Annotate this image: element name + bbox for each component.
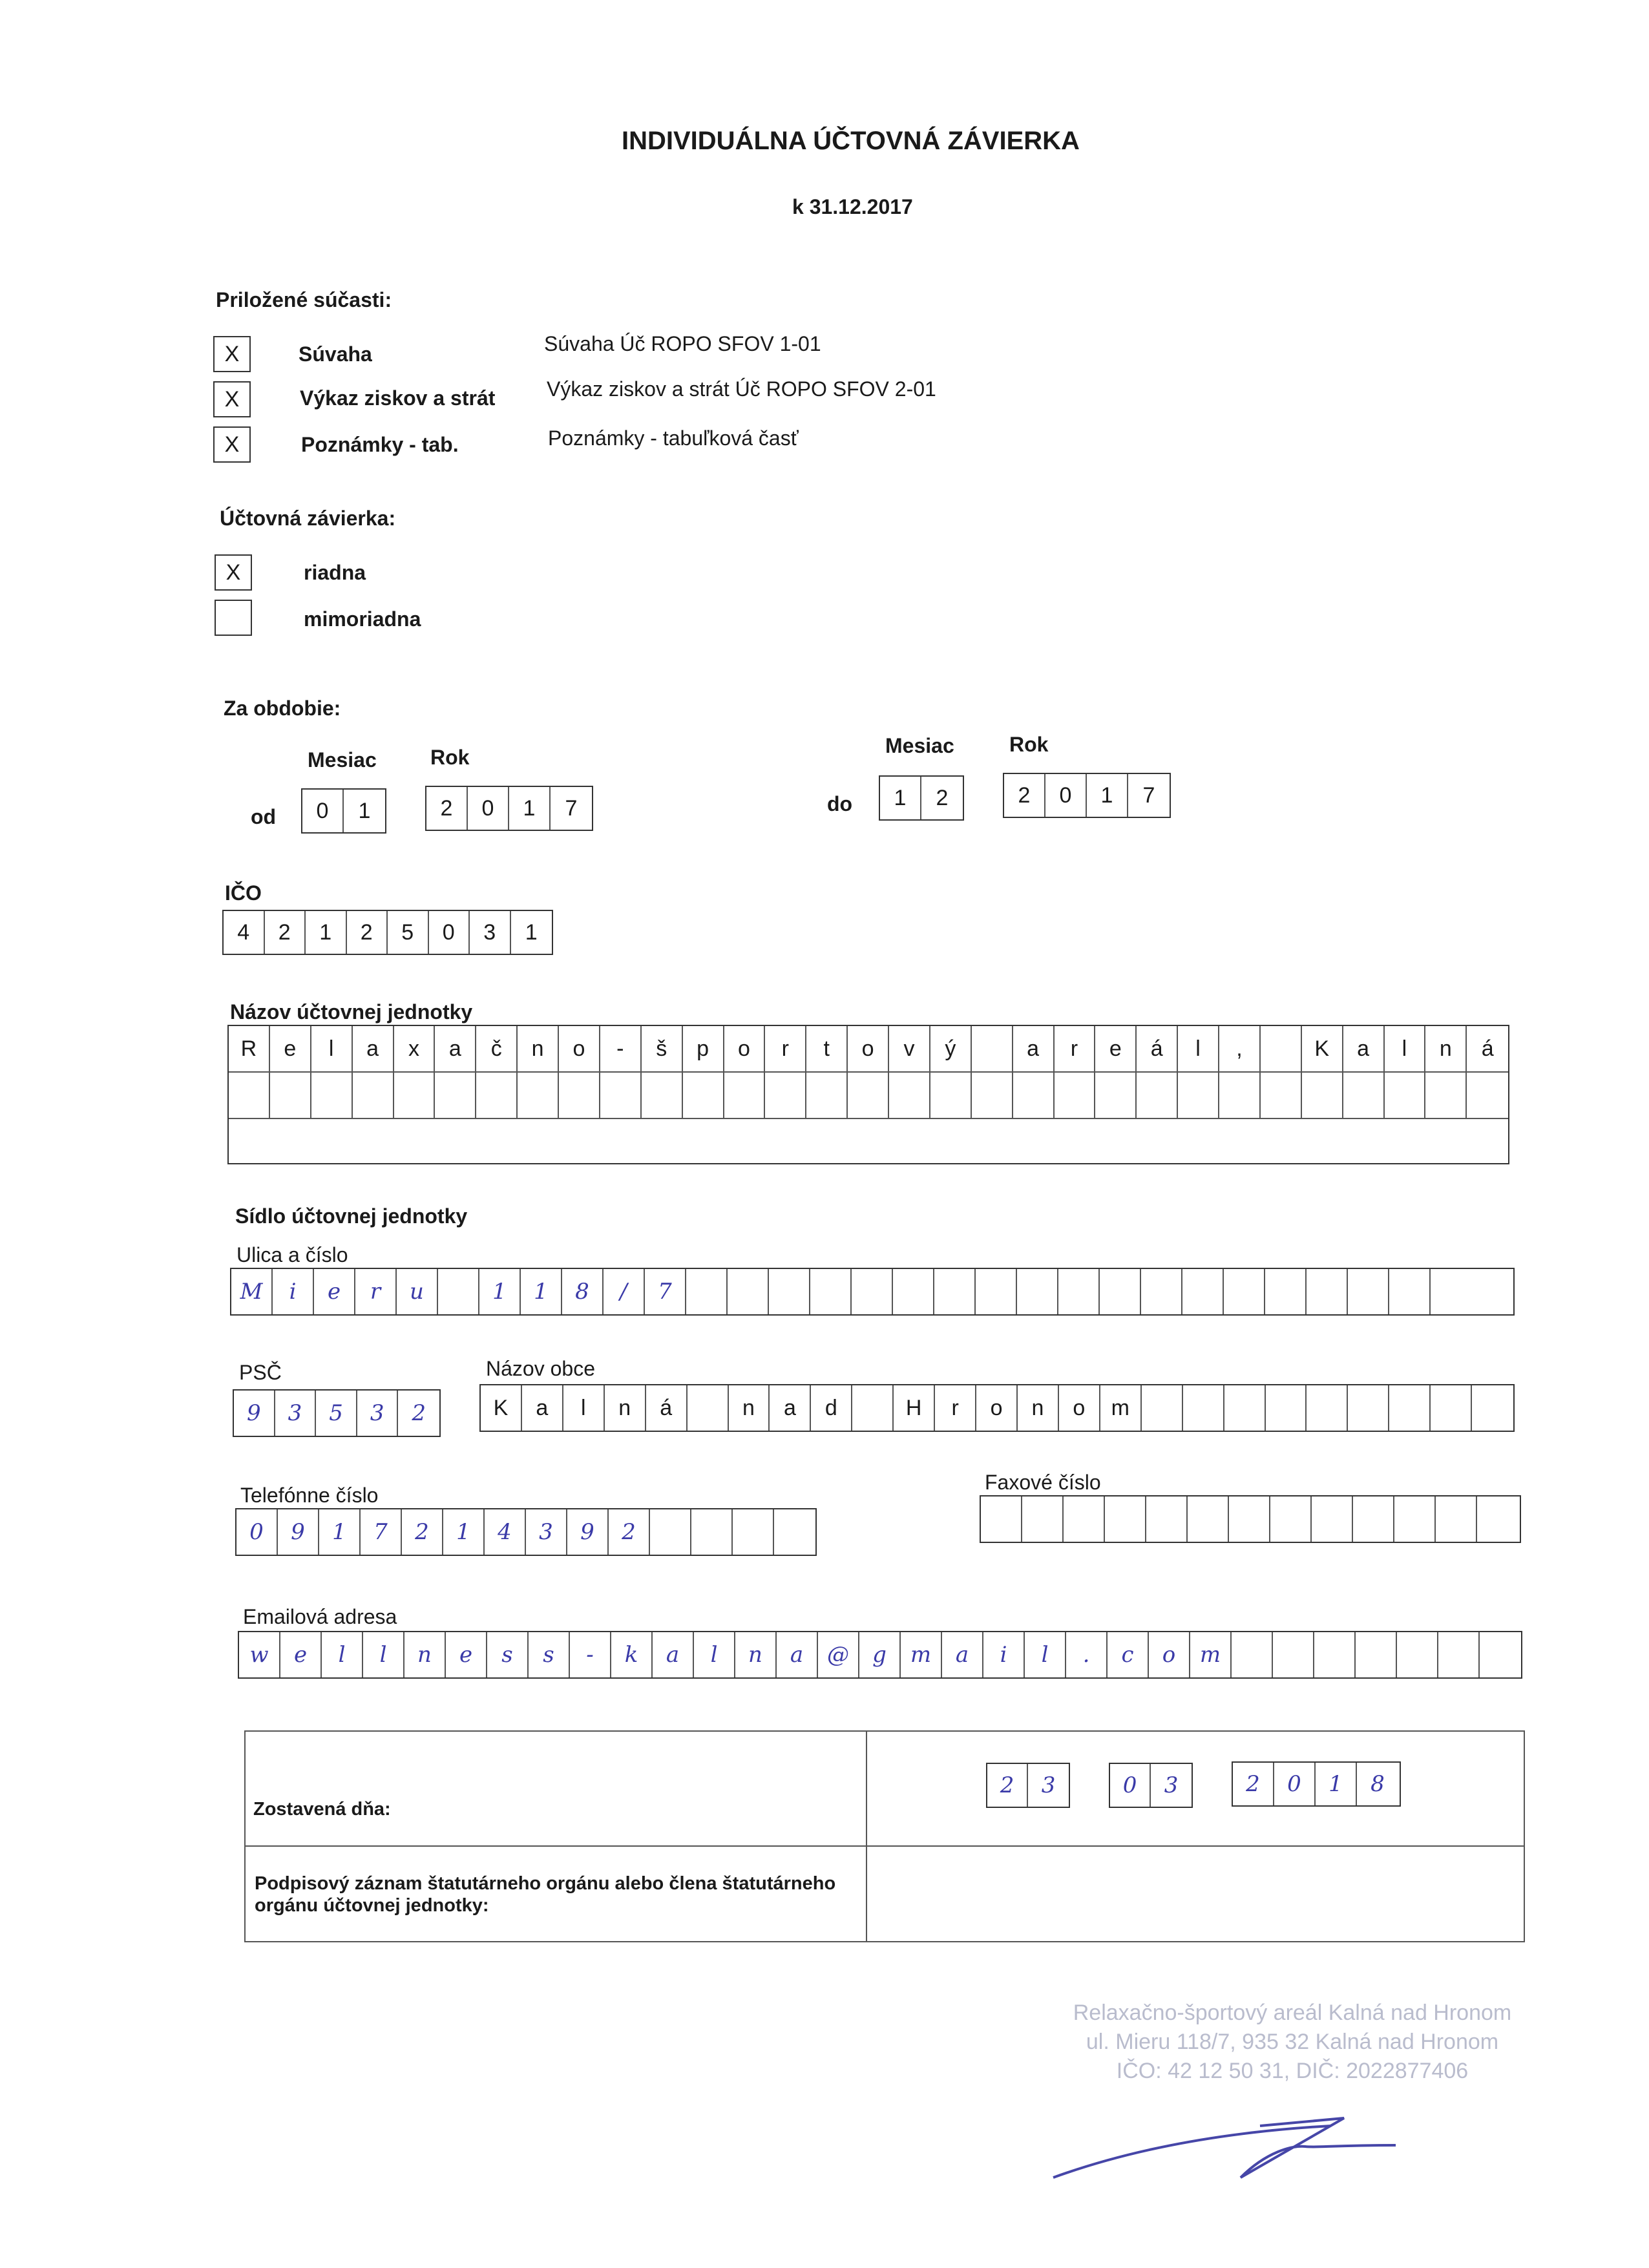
digit-box: 2 — [412, 1400, 426, 1426]
char-box: m — [1100, 1385, 1142, 1431]
from-year-boxes[interactable] — [425, 786, 593, 831]
char-box: r — [765, 1026, 806, 1071]
attachments-heading: Priložené súčasti: — [216, 288, 392, 311]
phone-boxes[interactable] — [235, 1508, 817, 1556]
digit-box: 2 — [609, 1509, 650, 1555]
digit-box: 0 — [302, 790, 344, 832]
char-box: t — [806, 1026, 848, 1071]
char-box: 1 — [521, 1269, 562, 1314]
digit-box: 0 — [468, 787, 509, 830]
char-box: á — [1137, 1026, 1178, 1071]
digit-box: 1 — [358, 798, 371, 823]
handwritten-signature — [1047, 2100, 1409, 2197]
char-box: r — [355, 1269, 397, 1314]
char-box: p — [683, 1026, 724, 1071]
digit-box: 3 — [357, 1391, 399, 1436]
char-box: o — [1059, 1385, 1100, 1431]
ico-label: IČO — [225, 881, 262, 905]
digit-box: 3 — [526, 1509, 567, 1555]
char-box: š — [642, 1026, 683, 1071]
signature-table — [244, 1730, 1525, 1942]
char-box: i — [983, 1632, 1025, 1677]
label-vykaz: Výkaz ziskov a strát — [300, 386, 496, 410]
digit-box: 2 — [347, 911, 388, 954]
char-box: n — [605, 1385, 646, 1431]
char-box: o — [559, 1026, 600, 1071]
char-box: M — [231, 1269, 273, 1314]
compiled-year-boxes[interactable] — [1232, 1761, 1401, 1807]
digit-box: 3 — [470, 911, 511, 954]
from-label: od — [251, 805, 277, 828]
street-label: Ulica a číslo — [236, 1243, 348, 1266]
char-box: a — [777, 1632, 818, 1677]
char-box: ý — [930, 1026, 972, 1071]
checkbox-vykaz[interactable]: X — [213, 381, 251, 417]
label-poznamky: Poznámky - tab. — [301, 433, 459, 456]
char-box: 7 — [645, 1269, 686, 1314]
digit-box: 9 — [567, 1509, 609, 1555]
char-box: á — [646, 1385, 688, 1431]
char-box: x — [394, 1026, 436, 1071]
char-box: o — [1149, 1632, 1190, 1677]
label-riadna: riadna — [304, 561, 366, 584]
entity-name-label: Názov účtovnej jednotky — [230, 1000, 473, 1024]
city-label: Názov obce — [486, 1357, 595, 1380]
street-boxes[interactable] — [230, 1268, 1515, 1316]
label-suvaha: Súvaha — [299, 342, 372, 366]
period-heading: Za obdobie: — [224, 697, 341, 720]
char-box: l — [311, 1026, 353, 1071]
char-box: a — [770, 1385, 811, 1431]
char-box — [688, 1385, 729, 1431]
char-box: č — [476, 1026, 518, 1071]
char-box: K — [1302, 1026, 1343, 1071]
stamp-line-3: IČO: 42 12 50 31, DIČ: 2022877406 — [1116, 2059, 1469, 2083]
char-box: l — [563, 1385, 605, 1431]
char-box: o — [848, 1026, 889, 1071]
digit-box: 9 — [278, 1509, 319, 1555]
phone-label: Telefónne číslo — [240, 1484, 379, 1507]
char-box: á — [1481, 1036, 1494, 1061]
to-year-boxes[interactable] — [1003, 773, 1171, 818]
email-label: Emailová adresa — [243, 1605, 397, 1628]
stamp-line-1: Relaxačno-športový areál Kalná nad Hronom — [1073, 2000, 1512, 2025]
char-box: m — [901, 1632, 942, 1677]
city-boxes[interactable] — [479, 1384, 1515, 1432]
char-box: a — [353, 1026, 394, 1071]
char-box: n — [735, 1632, 777, 1677]
char-box: n — [404, 1632, 446, 1677]
char-box: c — [1108, 1632, 1149, 1677]
company-stamp — [1047, 2000, 1538, 2084]
fax-boxes[interactable] — [980, 1495, 1521, 1543]
document-date: k 31.12.2017 — [792, 195, 913, 218]
char-box: R — [229, 1026, 270, 1071]
char-box: e — [314, 1269, 355, 1314]
char-box: , — [1219, 1026, 1261, 1071]
char-box — [852, 1385, 894, 1431]
char-box: K — [481, 1385, 522, 1431]
digit-box: 2 — [402, 1509, 443, 1555]
to-month-label: Mesiac — [885, 734, 954, 757]
digit-box: 3 — [1041, 1772, 1056, 1798]
table-divider-horizontal — [246, 1845, 1524, 1847]
char-box: - — [600, 1026, 642, 1071]
char-box: u — [397, 1269, 438, 1314]
char-box: v — [889, 1026, 930, 1071]
digit-box: 1 — [1087, 774, 1128, 817]
char-box: d — [811, 1385, 852, 1431]
digit-box: 4 — [485, 1509, 526, 1555]
seat-heading: Sídlo účtovnej jednotky — [235, 1204, 468, 1228]
from-year-label: Rok — [430, 746, 470, 769]
char-box: m — [1190, 1632, 1232, 1677]
document-title: INDIVIDUÁLNA ÚČTOVNÁ ZÁVIERKA — [622, 127, 1080, 155]
digit-box: 1 — [443, 1509, 485, 1555]
char-box: l — [322, 1632, 363, 1677]
char-box: w — [239, 1632, 280, 1677]
char-box: / — [604, 1269, 645, 1314]
from-month-boxes[interactable] — [301, 788, 386, 834]
digit-box: 1 — [509, 787, 551, 830]
char-box: l — [1178, 1026, 1219, 1071]
digit-box: 2 — [987, 1764, 1028, 1807]
checkbox-suvaha[interactable]: X — [213, 336, 251, 372]
desc-suvaha: Súvaha Úč ROPO SFOV 1-01 — [544, 332, 821, 355]
char-box: e — [1095, 1026, 1137, 1071]
to-label: do — [827, 792, 853, 815]
psc-label: PSČ — [239, 1361, 282, 1384]
compiled-month-boxes[interactable] — [1109, 1763, 1193, 1808]
entity-name-row — [229, 1026, 1508, 1073]
char-box: n — [518, 1026, 559, 1071]
fax-label: Faxové číslo — [985, 1471, 1101, 1494]
char-box: a — [1343, 1026, 1385, 1071]
from-month-label: Mesiac — [308, 748, 377, 772]
char-box — [1261, 1026, 1302, 1071]
char-box: n — [1018, 1385, 1059, 1431]
table-divider-vertical — [866, 1732, 867, 1941]
char-box: r — [935, 1385, 976, 1431]
compiled-day-boxes[interactable] — [986, 1763, 1070, 1808]
entity-name-row-empty — [229, 1073, 1508, 1119]
digit-box: 0 — [1110, 1764, 1151, 1807]
digit-box: 2 — [1233, 1763, 1274, 1805]
psc-boxes[interactable] — [233, 1389, 441, 1437]
digit-box: 8 — [1371, 1771, 1385, 1797]
entity-name-grid[interactable] — [227, 1025, 1509, 1164]
char-box: l — [363, 1632, 404, 1677]
char-box: n — [729, 1385, 770, 1431]
checkbox-mimoriadna[interactable] — [215, 600, 252, 636]
digit-box: 0 — [1045, 774, 1087, 817]
char-box: e — [280, 1632, 322, 1677]
digit-box: 2 — [936, 785, 949, 810]
char-box — [972, 1026, 1013, 1071]
digit-box: 1 — [319, 1509, 361, 1555]
stamp-line-2: ul. Mieru 118/7, 935 32 Kalná nad Hronom — [1086, 2030, 1499, 2054]
digit-box: 0 — [236, 1509, 278, 1555]
char-box: a — [435, 1026, 476, 1071]
char-box: . — [1066, 1632, 1108, 1677]
char-box: o — [976, 1385, 1018, 1431]
signature-label: Podpisový záznam štatutárneho orgánu alebo člena štatutárneho orgánu účtovnej jednotky: — [255, 1873, 836, 1916]
char-box: l — [694, 1632, 735, 1677]
desc-vykaz: Výkaz ziskov a strát Úč ROPO SFOV 2-01 — [547, 377, 936, 401]
to-month-boxes[interactable] — [879, 775, 964, 821]
digit-box: 2 — [426, 787, 468, 830]
char-box: 8 — [562, 1269, 604, 1314]
digit-box: 7 — [565, 795, 578, 821]
email-boxes[interactable] — [238, 1631, 1522, 1679]
closing-heading: Účtovná závierka: — [220, 507, 396, 530]
char-box: n — [1425, 1026, 1467, 1071]
char-box: @ — [818, 1632, 859, 1677]
digit-box: 1 — [525, 919, 538, 945]
digit-box: 1 — [1316, 1763, 1357, 1805]
char-box: l — [1385, 1026, 1426, 1071]
char-box: a — [942, 1632, 983, 1677]
char-box: i — [273, 1269, 314, 1314]
char-box: l — [1025, 1632, 1066, 1677]
digit-box: 1 — [880, 777, 921, 819]
ico-boxes[interactable] — [222, 910, 553, 955]
digit-box: 3 — [1164, 1772, 1179, 1798]
digit-box: 3 — [275, 1391, 317, 1436]
char-box: e — [270, 1026, 311, 1071]
char-box: a — [1013, 1026, 1055, 1071]
to-year-label: Rok — [1009, 733, 1049, 756]
digit-box: 5 — [316, 1391, 357, 1436]
desc-poznamky: Poznámky - tabuľková časť — [548, 426, 799, 450]
digit-box: 0 — [1274, 1763, 1316, 1805]
compiled-label: Zostavená dňa: — [253, 1799, 391, 1820]
digit-box: 9 — [234, 1391, 275, 1436]
char-box — [438, 1269, 479, 1314]
char-box: - — [570, 1632, 611, 1677]
char-box: a — [522, 1385, 563, 1431]
digit-box: 7 — [1142, 782, 1155, 808]
char-box: e — [446, 1632, 487, 1677]
digit-box: 7 — [361, 1509, 402, 1555]
char-box: a — [653, 1632, 694, 1677]
char-box: g — [859, 1632, 901, 1677]
char-box: o — [724, 1026, 766, 1071]
char-box: s — [529, 1632, 570, 1677]
char-box: 1 — [479, 1269, 521, 1314]
digit-box: 2 — [265, 911, 306, 954]
label-mimoriadna: mimoriadna — [304, 607, 421, 631]
char-box: s — [487, 1632, 529, 1677]
char-box: H — [894, 1385, 935, 1431]
char-box: r — [1055, 1026, 1096, 1071]
digit-box: 2 — [1004, 774, 1045, 817]
digit-box: 1 — [306, 911, 347, 954]
digit-box: 4 — [224, 911, 265, 954]
digit-box: 0 — [429, 911, 470, 954]
checkbox-riadna[interactable]: X — [215, 554, 252, 591]
digit-box: 5 — [388, 911, 429, 954]
char-box: k — [611, 1632, 653, 1677]
checkbox-poznamky[interactable]: X — [213, 426, 251, 463]
